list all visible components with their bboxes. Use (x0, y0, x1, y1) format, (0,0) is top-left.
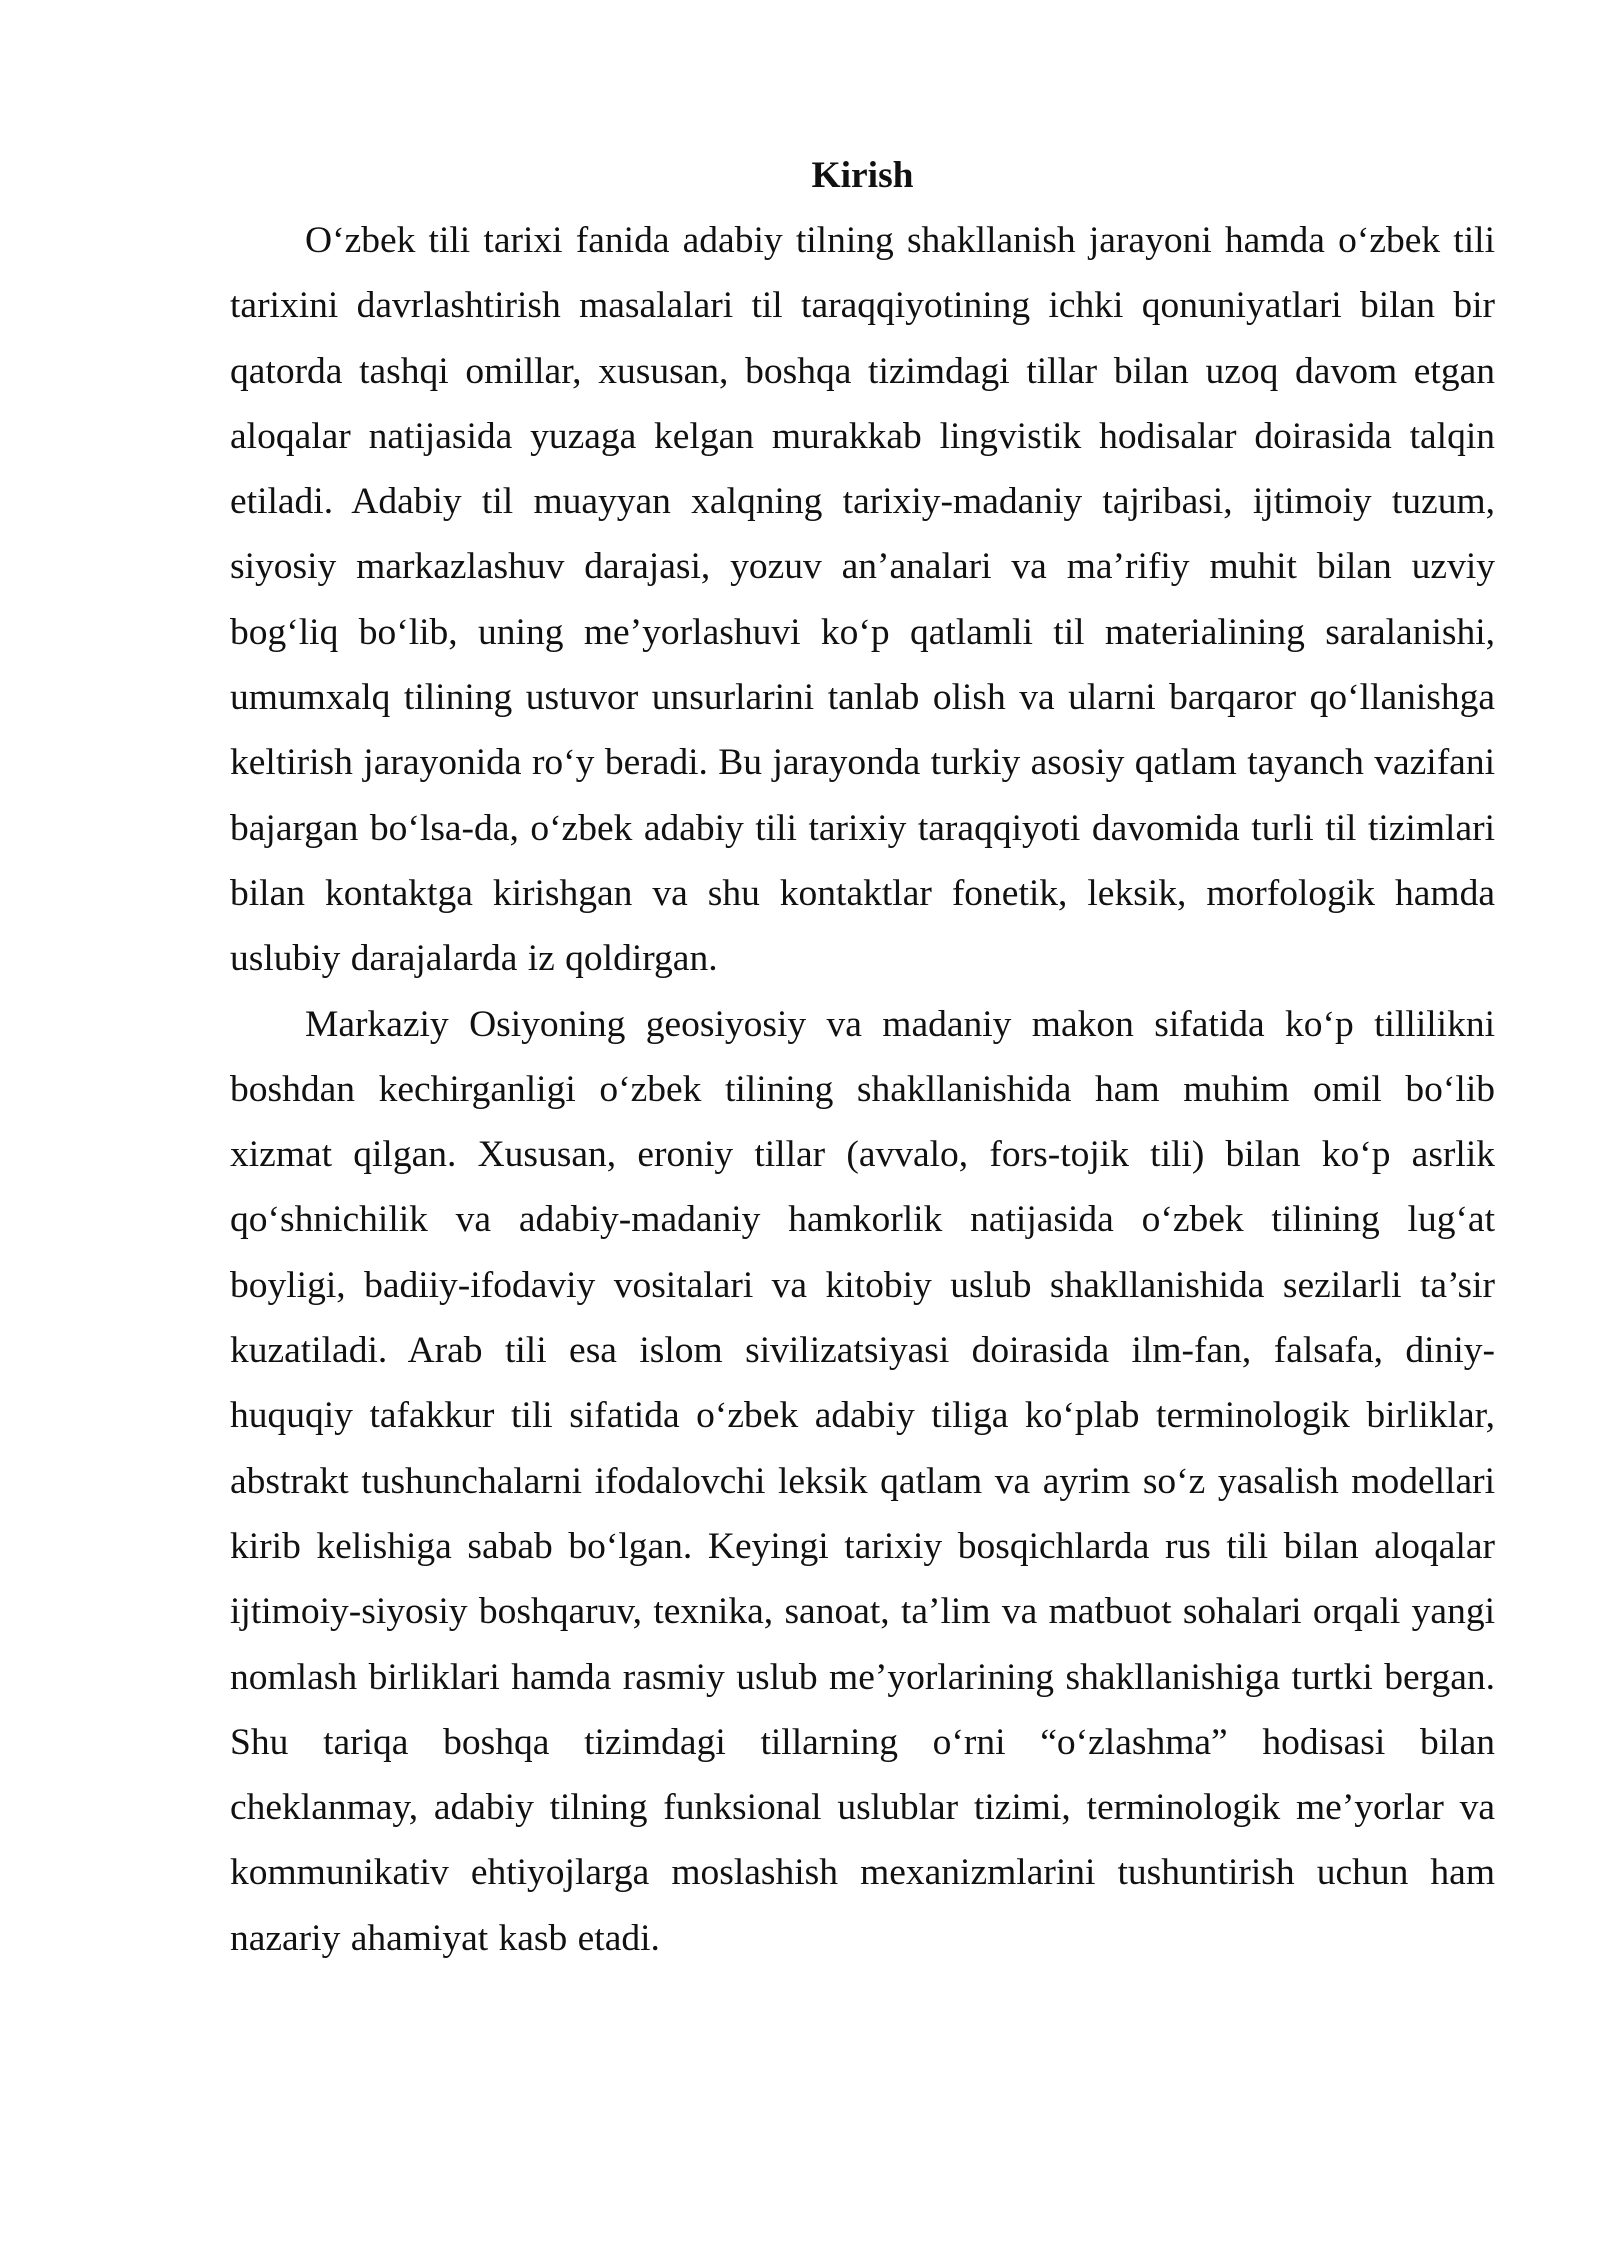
page-heading: Kirish (811, 155, 914, 196)
body-paragraph-2: Markaziy Osiyoning geosiyosiy va madaniy makon sifatida ko‘p tillilikni boshdan kechirganligi o‘zbek tilining shakllanishida ham muhim omil bo‘lib xizmat qilgan. Xususan, eroniy tillar (avvalo, fors-tojik tili) bilan ko‘p asrlik qo‘shnichilik va adabiy-madaniy hamkorlik natijasida o‘zbek tilining lug‘at boyligi, badiiy-ifodaviy vositalari va kitobiy uslub shakllanishida sezilarli ta’sir kuzatiladi. Arab tili esa islom sivilizatsiyasi doirasida ilm-fan, falsafa, diniy-huquqiy tafakkur tili sifatida o‘zbek adabiy tiliga ko‘plab terminologik birliklar, abstrakt tushunchalarni ifodalovchi leksik qatlam va ayrim so‘z yasalish modellari kirib kelishiga sabab bo‘lgan. Keyingi tarixiy bosqichlarda rus tili bilan aloqalar ijtimoiy-siyosiy boshqaruv, texnika, sanoat, ta’lim va matbuot sohalari orqali yangi nomlash birliklari hamda rasmiy uslub me’yorlarining shakllanishiga turtki bergan. Shu tariqa boshqa tizimdagi tillarning o‘rni “o‘zlashma” hodisasi bilan cheklanmay, adabiy tilning funksional uslublar tizimi, terminologik me’yorlar va kommunikativ ehtiyojlarga moslashish mexanizmlarini tushuntirish uchun ham nazariy ahamiyat kasb etadi. (230, 1003, 1495, 1959)
page-content (230, 143, 1495, 1971)
body-paragraph-1: O‘zbek tili tarixi fanida adabiy tilning shakllanish jarayoni hamda o‘zbek tili tarixini davrlashtirish masalalari til taraqqiyotining ichki qonuniyatlari bilan bir qatorda tashqi omillar, xususan, boshqa tizimdagi tillar bilan uzoq davom etgan aloqalar natijasida yuzaga kelgan murakkab lingvistik hodisalar doirasida talqin etiladi. Adabiy til muayyan xalqning tarixiy-madaniy tajribasi, ijtimoiy tuzum, siyosiy markazlashuv darajasi, yozuv an’analari va ma’rifiy muhit bilan uzviy bog‘liq bo‘lib, uning me’yorlashuvi ko‘p qatlamli til materialining saralanishi, umumxalq tilining ustuvor unsurlarini tanlab olish va ularni barqaror qo‘llanishga keltirish jarayonida ro‘y beradi. Bu jarayonda turkiy asosiy qatlam tayanch vazifani bajargan bo‘lsa-da, o‘zbek adabiy tili tarixiy taraqqiyoti davomida turli til tizimlari bilan kontaktga kirishgan va shu kontaktlar fonetik, leksik, morfologik hamda uslubiy darajalarda iz qoldirgan. (230, 220, 1495, 980)
